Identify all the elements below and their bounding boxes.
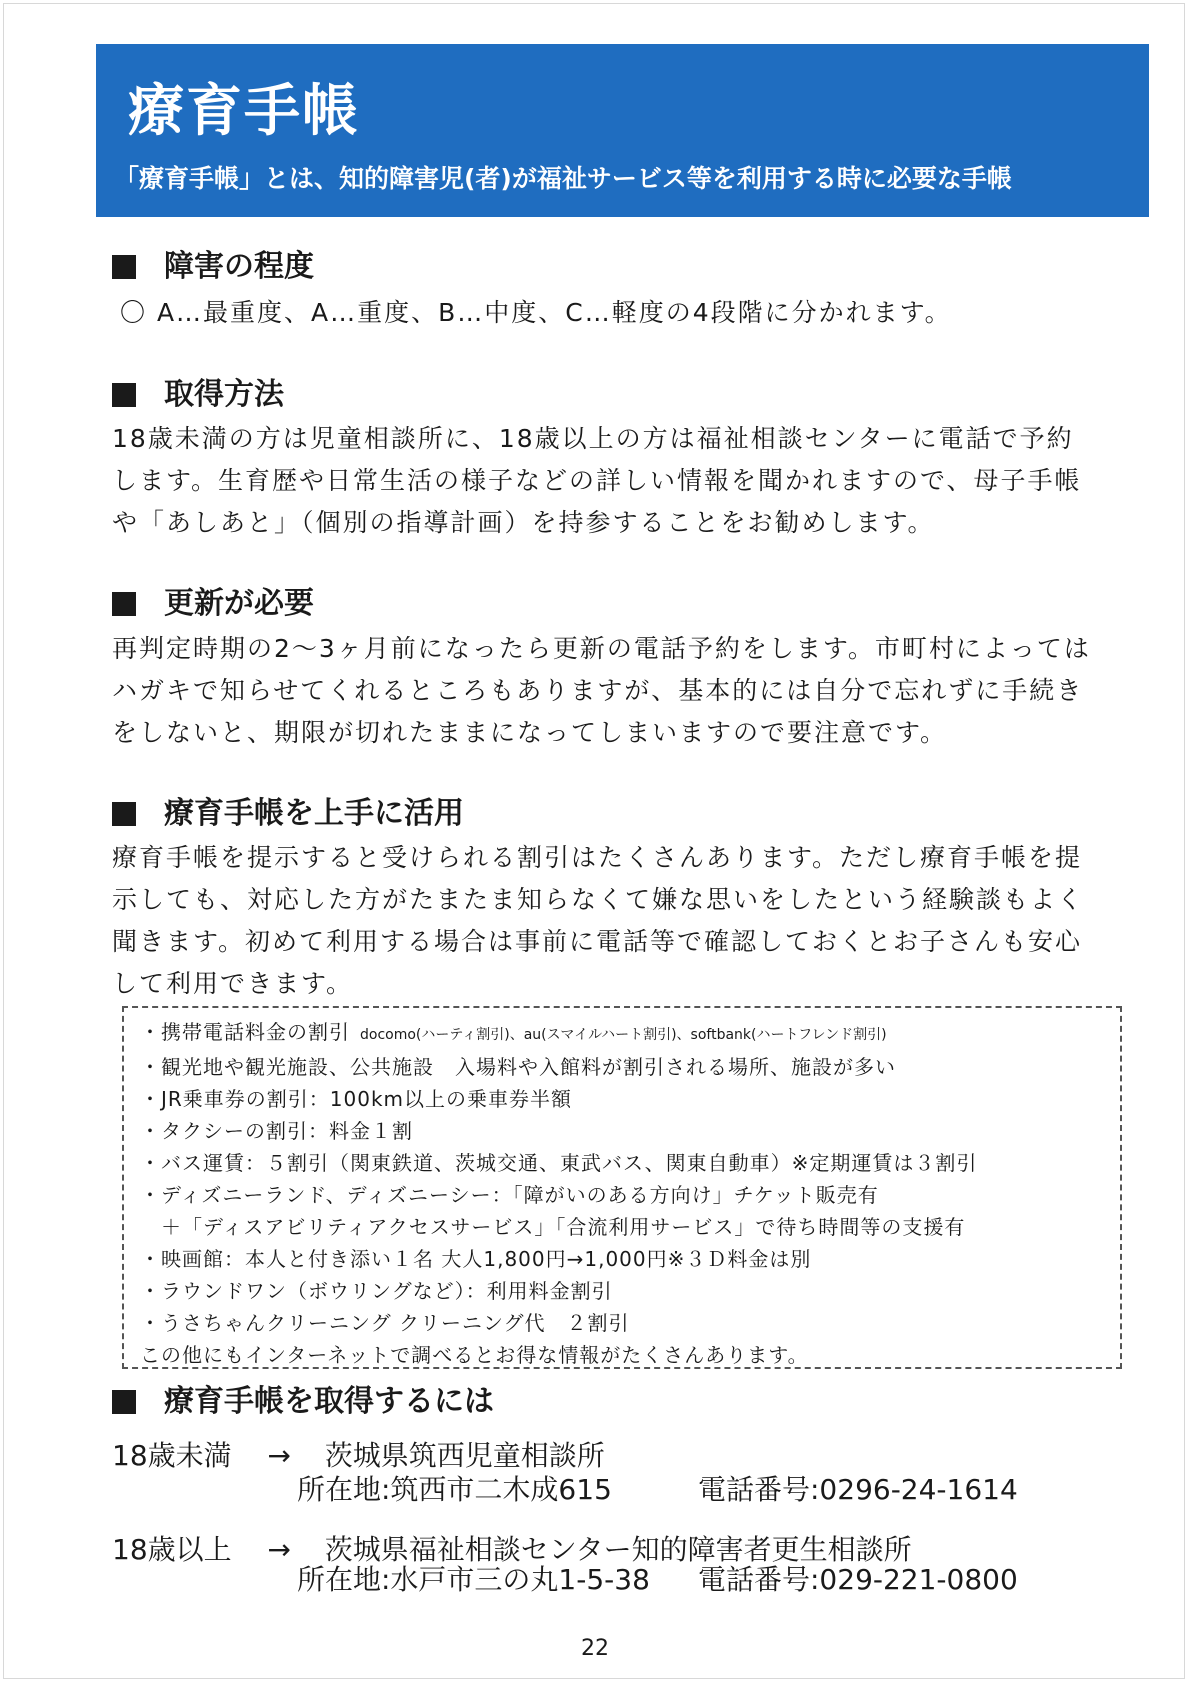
section-heading-label: 療育手帳を上手に活用 [164,796,464,831]
use-text-block [112,837,1132,1005]
section-heading-renewal [112,586,314,621]
age-label: 18歳以上 [112,1533,232,1566]
acquire-text-block [112,418,1132,544]
page-subtitle: 「療育手帳」とは、知的障害児(者)が福祉サービス等を利用する時に必要な手帳 [114,164,1012,193]
discount-box [122,1006,1122,1369]
page-title: 療育手帳 [128,79,360,144]
list-item: ・うさちゃんクリーニング クリーニング代 ２割引 [140,1311,630,1335]
acquire-line: します。生育歴や日常生活の様子などの詳しい情報を聞かれますので、母子手帳 [112,466,1082,495]
section-heading-use [112,796,464,831]
renewal-line: ハガキで知らせてくれるところもありますが、基本的には自分で忘れずに手続き [112,676,1084,705]
header-band [96,44,1149,217]
office-name: 茨城県福祉相談センター知的障害者更生相談所 [324,1533,912,1566]
phone-over18: 電話番号:029-221-0800 [698,1563,1018,1596]
contact-under18 [112,1439,605,1472]
square-bullet-icon [112,383,136,407]
list-item: ・タクシーの割引：料金１割 [140,1119,413,1143]
use-line: 聞きます。初めて利用する場合は事前に電話等で確認しておくとお子さんも安心 [112,927,1083,956]
list-item: ・JR乗車券の割引：100km以上の乗車券半額 [140,1087,573,1111]
age-label: 18歳未満 [112,1439,232,1472]
square-bullet-icon [112,1390,136,1414]
list-item: ＋「ディスアビリティアクセスサービス」「合流利用サービス」で待ち時間等の支援有 [140,1215,966,1239]
discount-list [140,1016,977,1371]
use-line: して利用できます。 [112,969,354,998]
acquire-line: 18歳未満の方は児童相談所に、18歳以上の方は福祉相談センターに電話で予約 [112,424,1074,453]
section-heading-label: 障害の程度 [164,249,314,284]
phone-discount-detail: docomo(ハーティ割引)、au(スマイルハート割引)、softbank(ハートフレンド割引) [360,1027,887,1043]
address-under18: 所在地:筑西市二木成615 [297,1473,612,1506]
phone-discount-label: ・携帯電話料金の割引 [140,1020,350,1044]
address-over18: 所在地:水戸市三の丸1-5-38 [297,1563,650,1596]
page-number: 22 [581,1636,609,1661]
renewal-line: をしないと、期限が切れたままになってしまいますので要注意です。 [112,718,948,747]
list-item [140,1016,977,1051]
section-heading-label: 更新が必要 [164,586,314,621]
list-item: ・ディズニーランド、ディズニーシー：「障がいのある方向け」チケット販売有 [140,1183,879,1207]
section-heading-label: 療育手帳を取得するには [164,1384,494,1419]
section-heading-how-to-get [112,1384,494,1419]
section-heading-acquire [112,377,284,412]
list-item: ・ラウンドワン（ボウリングなど）：利用料金割引 [140,1279,613,1303]
square-bullet-icon [112,802,136,826]
renewal-text-block [112,628,1132,754]
phone-under18: 電話番号:0296-24-1614 [698,1473,1018,1506]
section-heading-label: 取得方法 [164,377,284,412]
office-name: 茨城県筑西児童相談所 [324,1439,605,1472]
square-bullet-icon [112,592,136,616]
degree-text: 〇 A…最重度、A…重度、B…中度、C…軽度の4段階に分かれます。 [120,298,952,327]
contact-over18 [112,1533,912,1566]
list-item: ・映画館：本人と付き添い１名 大人1,800円→1,000円※３Ｄ料金は別 [140,1247,812,1271]
list-item: ・バス運賃：５割引（関東鉄道、茨城交通、東武バス、関東自動車）※定期運賃は３割引 [140,1151,978,1175]
arrow-right-icon: → [267,1439,291,1472]
acquire-line: や「あしあと」（個別の指導計画）を持参することをお勧めします。 [112,508,935,537]
renewal-line: 再判定時期の2～3ヶ月前になったら更新の電話予約をします。市町村によっては [112,634,1091,663]
section-heading-degree [112,249,314,284]
use-line: 療育手帳を提示すると受けられる割引はたくさんあります。ただし療育手帳を提 [112,843,1083,872]
square-bullet-icon [112,255,136,279]
arrow-right-icon: → [267,1533,291,1566]
list-item: ・観光地や観光施設、公共施設 入場料や入館料が割引される場所、施設が多い [140,1055,896,1079]
use-line: 示しても、対応した方がたまたま知らなくて嫌な思いをしたという経験談もよく [112,885,1085,914]
list-item: この他にもインターネットで調べるとお得な情報がたくさんあります。 [140,1343,809,1367]
degree-text-block [120,292,1140,334]
